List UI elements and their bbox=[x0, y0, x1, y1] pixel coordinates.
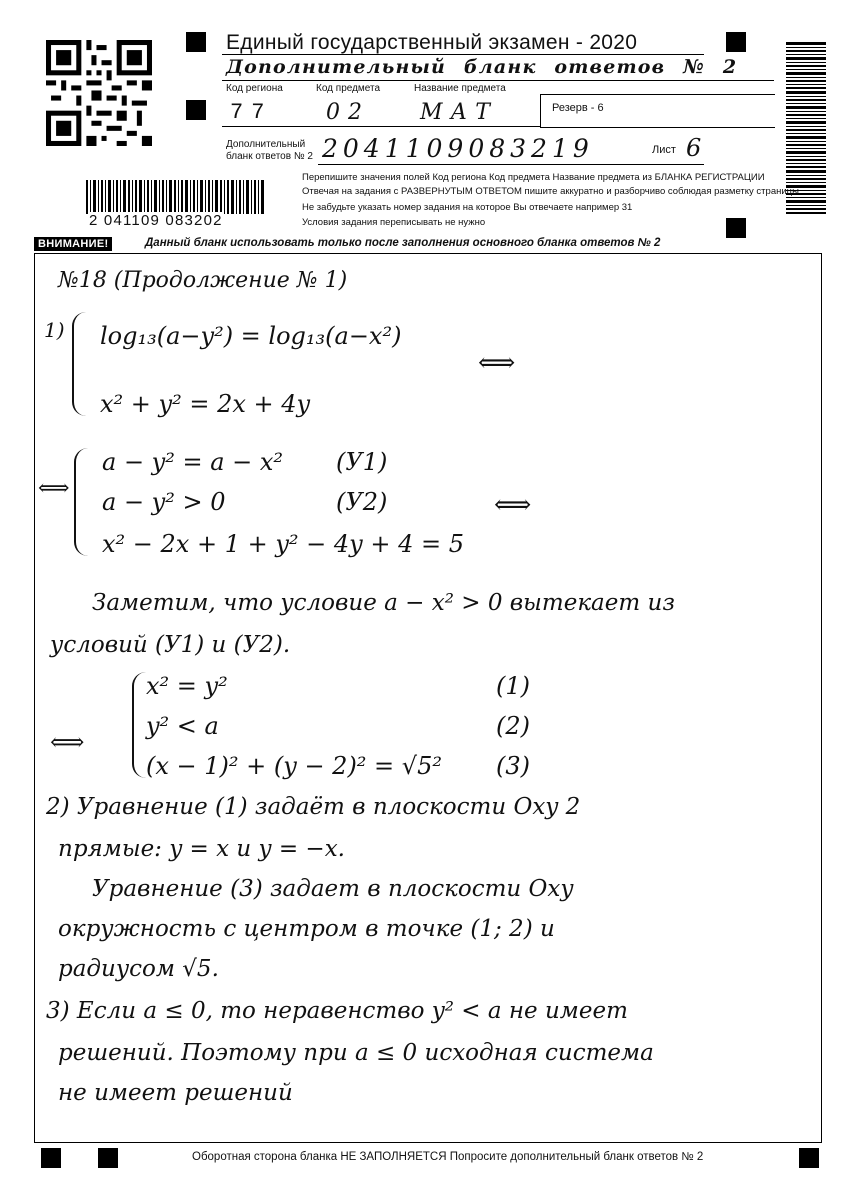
form-number-label: Дополнительный бланк ответов № 2 bbox=[226, 139, 313, 162]
warning-badge: ВНИМАНИЕ! bbox=[34, 237, 112, 251]
part-3-line-2: решений. Поэтому при a ≤ 0 исходная система bbox=[58, 1040, 654, 1066]
system-3-line-3: (x − 1)² + (y − 2)² = √5² bbox=[146, 752, 442, 780]
instruction-4: Условия задания переписывать не нужно bbox=[302, 217, 486, 228]
equivalence-arrow: ⟺ bbox=[494, 490, 532, 520]
horizontal-barcode bbox=[86, 180, 266, 214]
form-number-underline bbox=[318, 164, 704, 165]
sheet-label: Лист bbox=[652, 144, 676, 156]
subject-name-label: Название предмета bbox=[414, 83, 506, 94]
exam-title: Единый государственный экзамен - 2020 bbox=[226, 31, 638, 54]
alignment-marker bbox=[186, 32, 206, 52]
system-1-line-2: x² + y² = 2x + 4y bbox=[100, 390, 311, 418]
instruction-3: Не забудьте указать номер задания на которое Вы отвечаете например 31 bbox=[302, 202, 633, 213]
system-2-tag-2: (У2) bbox=[336, 488, 388, 516]
qr-code bbox=[46, 40, 152, 146]
instruction-1: Перепишите значения полей Код региона Код предмета Название предмета из БЛАНКА РЕГИСТРАЦИИ bbox=[302, 172, 765, 183]
part-2-line-2: прямые: y = x и y = −x. bbox=[58, 836, 345, 862]
equivalence-arrow: ⟺ bbox=[478, 348, 516, 378]
reserve-field: Резерв - 6 bbox=[552, 102, 604, 114]
equivalence-arrow-left: ⟺ bbox=[38, 476, 70, 501]
subject-code-value[interactable]: 02 bbox=[326, 100, 370, 125]
instruction-2: Отвечая на задания с РАЗВЕРНУТЫМ ОТВЕТОМ пишите аккуратно и разборчиво соблюдая разметку страницы bbox=[302, 186, 799, 197]
system-brace bbox=[74, 448, 90, 556]
system-1-line-1: log₁₃(a−y²) = log₁₃(a−x²) bbox=[100, 322, 402, 350]
fields-bottom-rule bbox=[222, 126, 540, 127]
system-3-tag-2: (2) bbox=[496, 712, 530, 740]
subject-code-label: Код предмета bbox=[316, 83, 381, 94]
region-label: Код региона bbox=[226, 83, 283, 94]
system-2-tag-1: (У1) bbox=[336, 448, 388, 476]
form-subtitle: Дополнительный бланк ответов № 2 bbox=[226, 56, 738, 78]
alignment-marker bbox=[726, 32, 746, 52]
alignment-marker bbox=[186, 100, 206, 120]
part-2-line-1: 2) Уравнение (1) задаёт в плоскости Оxy 2 bbox=[46, 794, 581, 820]
footer-note: Оборотная сторона бланка НЕ ЗАПОЛНЯЕТСЯ Попросите дополнительный бланк ответов № 2 bbox=[192, 1151, 704, 1163]
alignment-marker bbox=[799, 1148, 819, 1168]
subject-name-value[interactable]: МАТ bbox=[420, 100, 498, 125]
part-3-line-1: 3) Если a ≤ 0, то неравенство y² < a не имеет bbox=[46, 998, 628, 1024]
answer-heading: №18 (Продолжение № 1) bbox=[58, 268, 348, 293]
system-3-tag-3: (3) bbox=[496, 752, 530, 780]
note-line-2: условий (У1) и (У2). bbox=[50, 632, 291, 658]
part-2-line-5: радиусом √5. bbox=[58, 956, 219, 982]
alignment-marker bbox=[41, 1148, 61, 1168]
system-brace bbox=[72, 312, 88, 416]
fields-top-rule bbox=[222, 80, 774, 81]
title-underline bbox=[222, 54, 704, 55]
sheet-value[interactable]: 6 bbox=[686, 134, 702, 162]
system-3-tag-1: (1) bbox=[496, 672, 530, 700]
equivalence-arrow-left: ⟺ bbox=[50, 728, 85, 756]
part-3-line-3: не имеет решений bbox=[58, 1080, 293, 1106]
step-1-label: 1) bbox=[44, 318, 65, 342]
system-3-line-1: x² = y² bbox=[146, 672, 228, 700]
form-number-value[interactable]: 2041109083219 bbox=[322, 134, 594, 163]
barcode-digits: 2 041109 083202 bbox=[89, 212, 223, 229]
warning-text: Данный бланк использовать только после заполнения основного бланка ответов № 2 bbox=[145, 237, 661, 249]
system-2-line-2: a − y² > 0 bbox=[102, 488, 226, 516]
system-2-line-3: x² − 2x + 1 + y² − 4y + 4 = 5 bbox=[102, 530, 464, 558]
alignment-marker bbox=[726, 218, 746, 238]
system-3-line-2: y² < a bbox=[146, 712, 219, 740]
part-2-line-3: Уравнение (3) задает в плоскости Оxy bbox=[92, 876, 574, 902]
system-2-line-1: a − y² = a − x² bbox=[102, 448, 284, 476]
part-2-line-4: окружность с центром в точке (1; 2) и bbox=[58, 916, 555, 942]
region-value[interactable]: 77 bbox=[230, 100, 273, 125]
note-line-1: Заметим, что условие a − x² > 0 вытекает из bbox=[92, 590, 675, 616]
alignment-marker bbox=[98, 1148, 118, 1168]
